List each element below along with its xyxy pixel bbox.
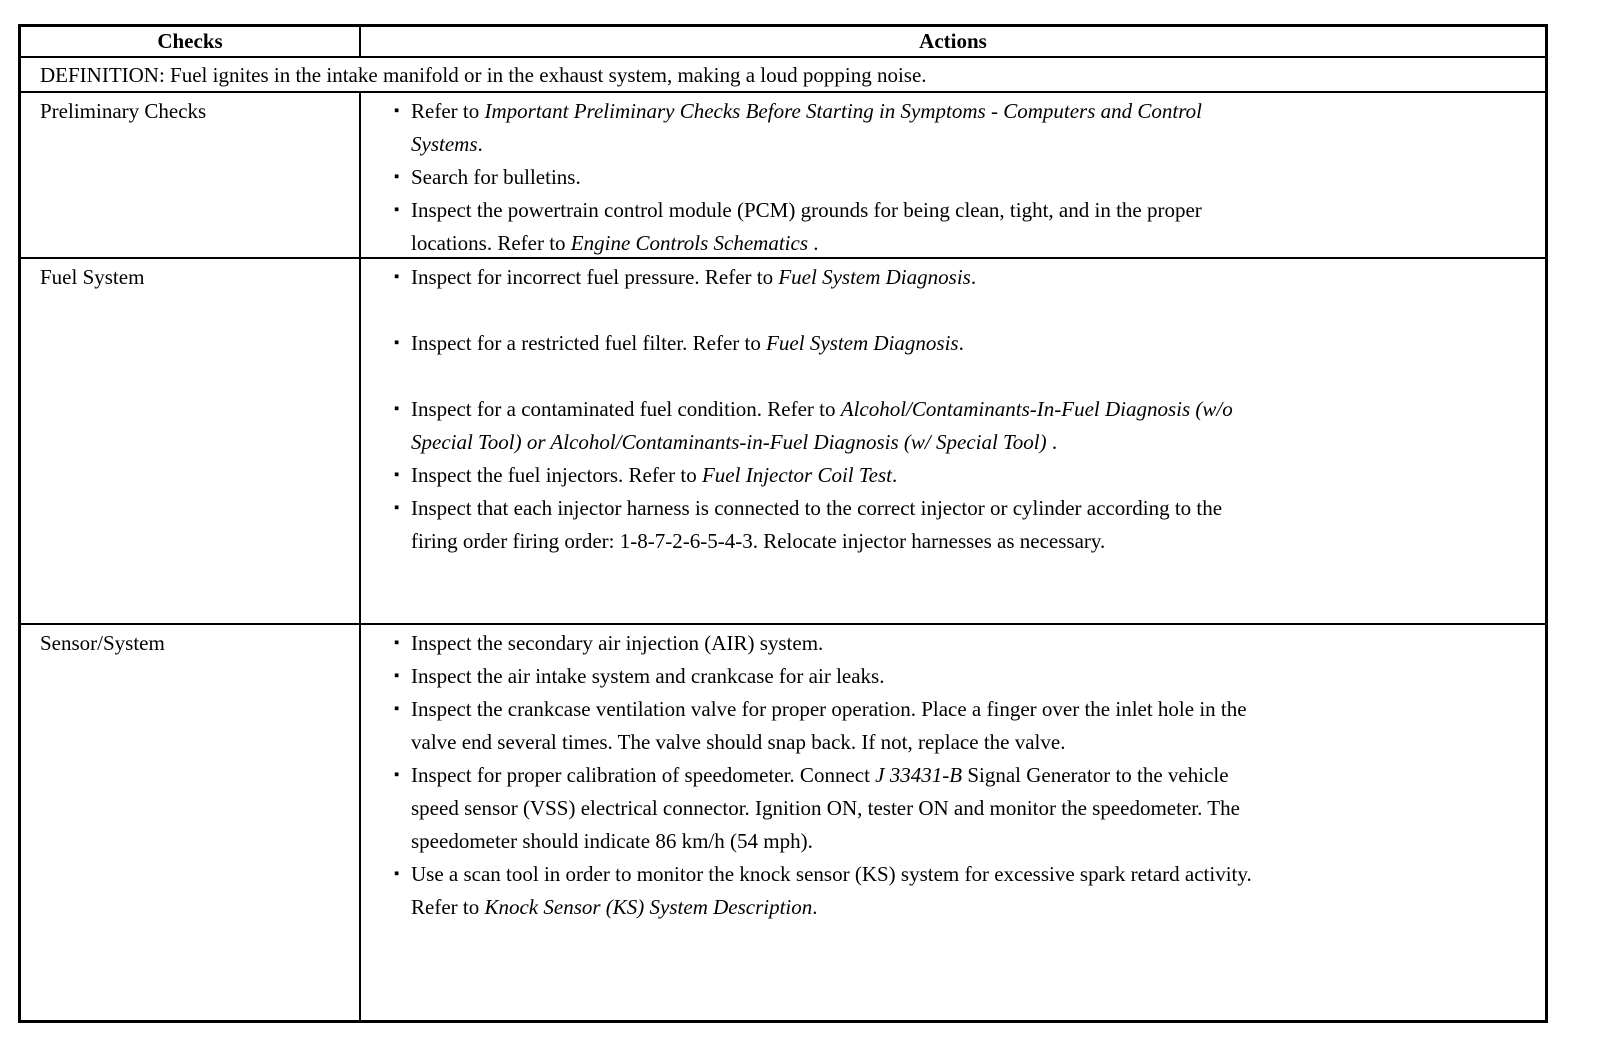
check-label: Sensor/System: [21, 625, 361, 1020]
item-tail: .: [1046, 430, 1058, 454]
item-text: Inspect the powertrain control module (PCM) grounds for being clean, tight, and in the proper locations. Refer to: [411, 198, 1202, 255]
item-tail: .: [970, 265, 977, 289]
item-tail: .: [958, 331, 964, 355]
item-text: Inspect the air intake system and crankcase for air leaks.: [411, 664, 885, 688]
list-item: [391, 693, 1271, 759]
symptom-table: [18, 24, 1548, 1023]
reference-link[interactable]: Fuel Injector Coil Test: [701, 463, 892, 487]
list-item: [391, 627, 1271, 660]
table-row: [21, 259, 1545, 625]
reference-link[interactable]: Fuel System Diagnosis: [766, 331, 959, 355]
item-text: Inspect the fuel injectors. Refer to: [411, 463, 702, 487]
bullet-icon: ▪: [394, 401, 400, 417]
item-text: Use a scan tool in order to monitor the knock sensor (KS) system for excessive spark retard activity. Refer to: [411, 862, 1252, 919]
check-label: Fuel System: [21, 259, 361, 623]
actions-header: Actions: [919, 29, 987, 53]
list-item: [391, 161, 1271, 194]
reference-link[interactable]: Important Preliminary Checks Before Starting in Symptoms - Computers and Control Systems: [411, 99, 1202, 156]
bullet-icon: ▪: [394, 668, 400, 684]
list-item: [391, 858, 1271, 924]
bullet-icon: ▪: [394, 635, 400, 651]
item-tail: Signal Generator to the vehicle speed sensor (VSS) electrical connector. Ignition ON, tester ON and monitor the speedometer. The speedometer should indicate 86 km/h (54 mph).: [411, 763, 1240, 853]
item-tail: .: [477, 132, 483, 156]
reference-link[interactable]: Engine Controls Schematics: [570, 231, 808, 255]
list-item: [391, 459, 1271, 492]
item-text: Inspect the secondary air injection (AIR) system.: [411, 631, 824, 655]
table-row: [21, 93, 1545, 259]
bullet-icon: ▪: [394, 335, 400, 351]
definition-text: DEFINITION: Fuel ignites in the intake manifold or in the exhaust system, making a loud popping noise.: [40, 63, 927, 87]
bullet-icon: ▪: [394, 103, 400, 119]
actions-cell: [361, 93, 1545, 257]
spacer: [391, 294, 1545, 327]
actions-cell: [361, 259, 1545, 623]
reference-link[interactable]: Knock Sensor (KS) System Description: [484, 895, 813, 919]
bullet-icon: ▪: [394, 169, 400, 185]
list-item: [391, 327, 1271, 360]
bullet-icon: ▪: [394, 467, 400, 483]
actions-cell: [361, 625, 1545, 1020]
list-item: [391, 261, 1271, 294]
check-label: Preliminary Checks: [21, 93, 361, 257]
item-text: Inspect that each injector harness is connected to the correct injector or cylinder according to the firing order firing order: 1-8-7-2-6-5-4-3. Relocate injector harnesses as necessary.: [411, 496, 1223, 553]
reference-link[interactable]: Fuel System Diagnosis: [778, 265, 971, 289]
item-text: Inspect for a contaminated fuel condition. Refer to: [411, 397, 841, 421]
reference-link[interactable]: Alcohol/Contaminants-In-Fuel Diagnosis (w/o Special Tool) or Alcohol/Contaminants-in-Fuel Diagnosis (w/ Special Tool): [411, 397, 1233, 454]
spacer: [391, 360, 1545, 393]
item-text: Inspect for incorrect fuel pressure. Refer to: [411, 265, 779, 289]
list-item: [391, 393, 1271, 459]
list-item: [391, 660, 1271, 693]
item-tail: .: [808, 231, 819, 255]
item-text: Search for bulletins.: [411, 165, 581, 189]
bullet-icon: ▪: [394, 866, 400, 882]
bullet-icon: ▪: [394, 202, 400, 218]
bullet-icon: ▪: [394, 269, 400, 285]
table-row: [21, 625, 1545, 1020]
item-tail: .: [812, 895, 818, 919]
checks-header: Checks: [21, 27, 361, 56]
list-item: [391, 759, 1271, 858]
list-item: [391, 95, 1271, 161]
item-tail: .: [891, 463, 898, 487]
table-header-row: [21, 27, 1545, 58]
bullet-icon: ▪: [394, 701, 400, 717]
item-text: Refer to: [411, 99, 485, 123]
reference-link[interactable]: J 33431-B: [875, 763, 963, 787]
list-item: [391, 194, 1271, 260]
item-text: Inspect the crankcase ventilation valve for proper operation. Place a finger over the inlet hole in the valve end several times. The valve should snap back. If not, replace the valve.: [411, 697, 1247, 754]
item-text: Inspect for proper calibration of speedometer. Connect: [411, 763, 876, 787]
bullet-icon: ▪: [394, 500, 400, 516]
item-text: Inspect for a restricted fuel filter. Refer to: [411, 331, 767, 355]
list-item: [391, 492, 1271, 558]
bullet-icon: ▪: [394, 767, 400, 783]
definition-row: [21, 58, 1545, 93]
